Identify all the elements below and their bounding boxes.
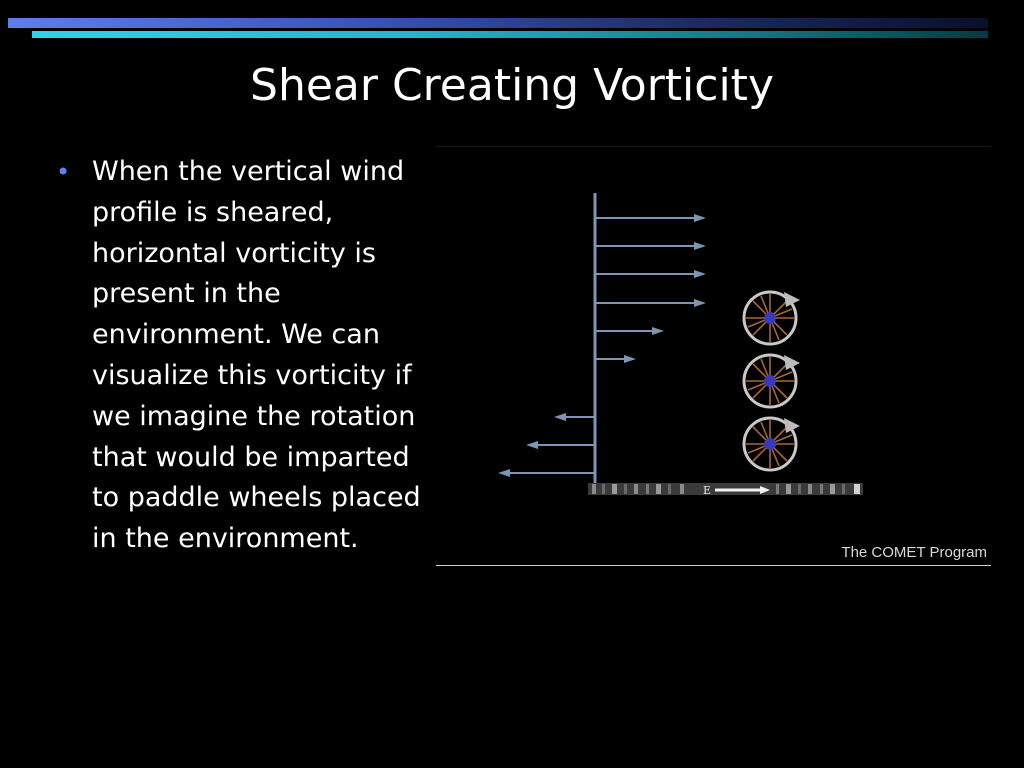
profile-arrow-icon xyxy=(595,299,706,307)
bullet-text: When the vertical wind profile is sheared, horizontal vorticity is present in the environment. We can visualize this vorticity if we imagine the rotation that would be imparted to paddle wheels placed in the environment. xyxy=(92,156,421,555)
profile-arrow-icon xyxy=(595,214,706,222)
bullet-marker: • xyxy=(56,158,71,186)
figure-credit: The COMET Program xyxy=(841,544,987,561)
profile-arrow-icon xyxy=(498,469,595,477)
slide-title: Shear Creating Vorticity xyxy=(250,60,774,111)
profile-arrow-icon xyxy=(595,355,636,363)
profile-arrow-icon xyxy=(595,270,706,278)
direction-label: E xyxy=(703,484,712,497)
vorticity-figure xyxy=(436,146,991,566)
profile-arrow-icon xyxy=(554,413,595,421)
profile-arrow-icon xyxy=(526,441,595,449)
header-bar-blue xyxy=(8,18,988,28)
wind-profile-diagram xyxy=(436,147,991,565)
profile-arrow-icon xyxy=(595,242,706,250)
header-bar-cyan xyxy=(32,31,988,38)
profile-arrow-icon xyxy=(595,327,664,335)
